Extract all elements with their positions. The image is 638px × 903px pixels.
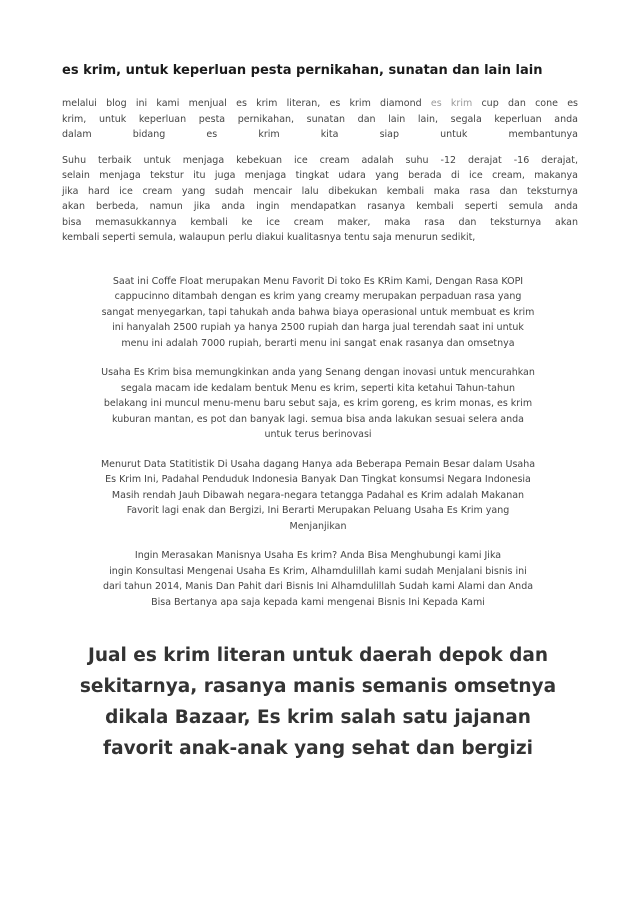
innovation-line-2: segala macam ide kedalam bentuk Menu es krim, seperti kita ketahui Tahun-tahun	[120, 382, 516, 394]
coffee-line-1: Saat ini Coffe Float merupakan Menu Favorit Di toko Es KRim Kami, Dengan Rasa KOPI	[112, 275, 524, 287]
contact-paragraph	[58, 548, 578, 610]
contact-line-1: Ingin Merasakan Manisnya Usaha Es krim? Anda Bisa Menghubungi kami Jika	[134, 550, 502, 561]
promo-heading	[58, 640, 578, 764]
coffee-line-2: cappucinno ditambah dengan es krim yang creamy merupakan perpaduan rasa yang	[114, 291, 522, 302]
stats-line-5: Menjanjikan	[289, 520, 347, 532]
page-content	[62, 62, 578, 764]
promo-line-1: Jual es krim literan untuk daerah depok dan	[87, 645, 549, 666]
coffee-line-3: sangat menyegarkan, tapi tahukah anda bahwa biaya operasional untuk membuat es krim	[101, 306, 535, 318]
coffee-float-paragraph	[58, 274, 578, 352]
intro-text-start: melalui blog ini kami menjual es krim literan, es krim diamond	[62, 98, 431, 109]
promo-line-3: dikala Bazaar, Es krim salah satu jajanan	[105, 707, 531, 728]
page-heading: es krim, untuk keperluan pesta pernikahan, sunatan dan lain lain	[62, 63, 543, 78]
stats-line-2: Es Krim Ini, Padahal Penduduk Indonesia Banyak Dan Tingkat konsumsi Negara Indonesia	[105, 474, 531, 485]
temp-line-1: Suhu terbaik untuk menjaga kebekuan ice cream adalah suhu -12 derajat -16 derajat,	[62, 154, 578, 166]
intro-line-1	[62, 96, 578, 112]
stats-line-3: Masih rendah Jauh Dibawah negara-negara tetangga Padahal es Krim adalah Makanan	[111, 489, 525, 501]
intro-line-2: krim, untuk keperluan pesta pernikahan, sunatan dan lain lain, segala keperluan anda	[62, 113, 578, 125]
intro-line-3: dalam bidang es krim kita siap untuk membantunya	[62, 129, 578, 140]
innovation-line-1: Usaha Es Krim bisa memungkinkan anda yang Senang dengan inovasi untuk mencurahkan	[101, 367, 535, 378]
temp-line-5: bisa memasukkannya kembali ke ice cream maker, maka rasa dan teksturnya akan	[62, 216, 578, 228]
innovation-paragraph	[58, 365, 578, 443]
contact-line-3: dari tahun 2014, Manis Dan Pahit dari Bisnis Ini Alhamdulillah Sudah kami Alami dan Anda	[102, 581, 534, 592]
coffee-line-5: menu ini adalah 7000 rupiah, berarti menu ini sangat enak rasanya dan omsetnya	[121, 337, 515, 349]
temperature-paragraph	[62, 153, 578, 246]
intro-text-end: cup dan cone es	[472, 98, 578, 109]
contact-line-2: ingin Konsultasi Mengenai Usaha Es Krim, Alhamdulillah kami sudah Menjalani bisnis ini	[109, 565, 527, 577]
intro-paragraph	[62, 96, 578, 143]
temp-line-6: kembali seperti semula, walaupun perlu diakui kualitasnya tentu saja menurun sedikit,	[62, 232, 476, 243]
coffee-line-4: ini hanyalah 2500 rupiah ya hanya 2500 rupiah dan harga jual terendah saat ini untuk	[112, 322, 524, 333]
temp-line-2: selain menjaga tekstur itu juga menjaga tingkat udara yang berada di ice cream, makanya	[62, 170, 578, 181]
promo-line-4: favorit anak-anak yang sehat dan bergizi	[103, 738, 533, 759]
innovation-line-4: kuburan mantan, es pot dan banyak lagi. semua bisa anda lakukan sesuai selera anda	[112, 413, 524, 425]
stats-line-1: Menurut Data Statitistik Di Usaha dagang Hanya ada Beberapa Pemain Besar dalam Usaha	[100, 458, 536, 470]
temp-line-3: jika hard ice cream yang sudah mencair lalu dibekukan kembali maka rasa dan teksturnya	[62, 185, 578, 197]
innovation-line-3: belakang ini muncul menu-menu baru sebut saja, es krim goreng, es krim monas, es krim	[103, 398, 533, 409]
es-krim-link[interactable]: es krim	[430, 98, 473, 109]
temp-line-4: akan berbeda, namun jika anda ingin mendapatkan rasanya kembali seperti semula anda	[62, 201, 578, 212]
statistics-paragraph	[58, 457, 578, 535]
contact-line-4: Bisa Bertanya apa saja kepada kami mengenai Bisnis Ini Kepada Kami	[151, 596, 485, 608]
stats-line-4: Favorit lagi enak dan Bergizi, Ini Berarti Merupakan Peluang Usaha Es Krim yang	[126, 505, 510, 516]
promo-line-2: sekitarnya, rasanya manis semanis omsetnya	[79, 676, 557, 697]
innovation-line-5: untuk terus berinovasi	[264, 429, 372, 440]
